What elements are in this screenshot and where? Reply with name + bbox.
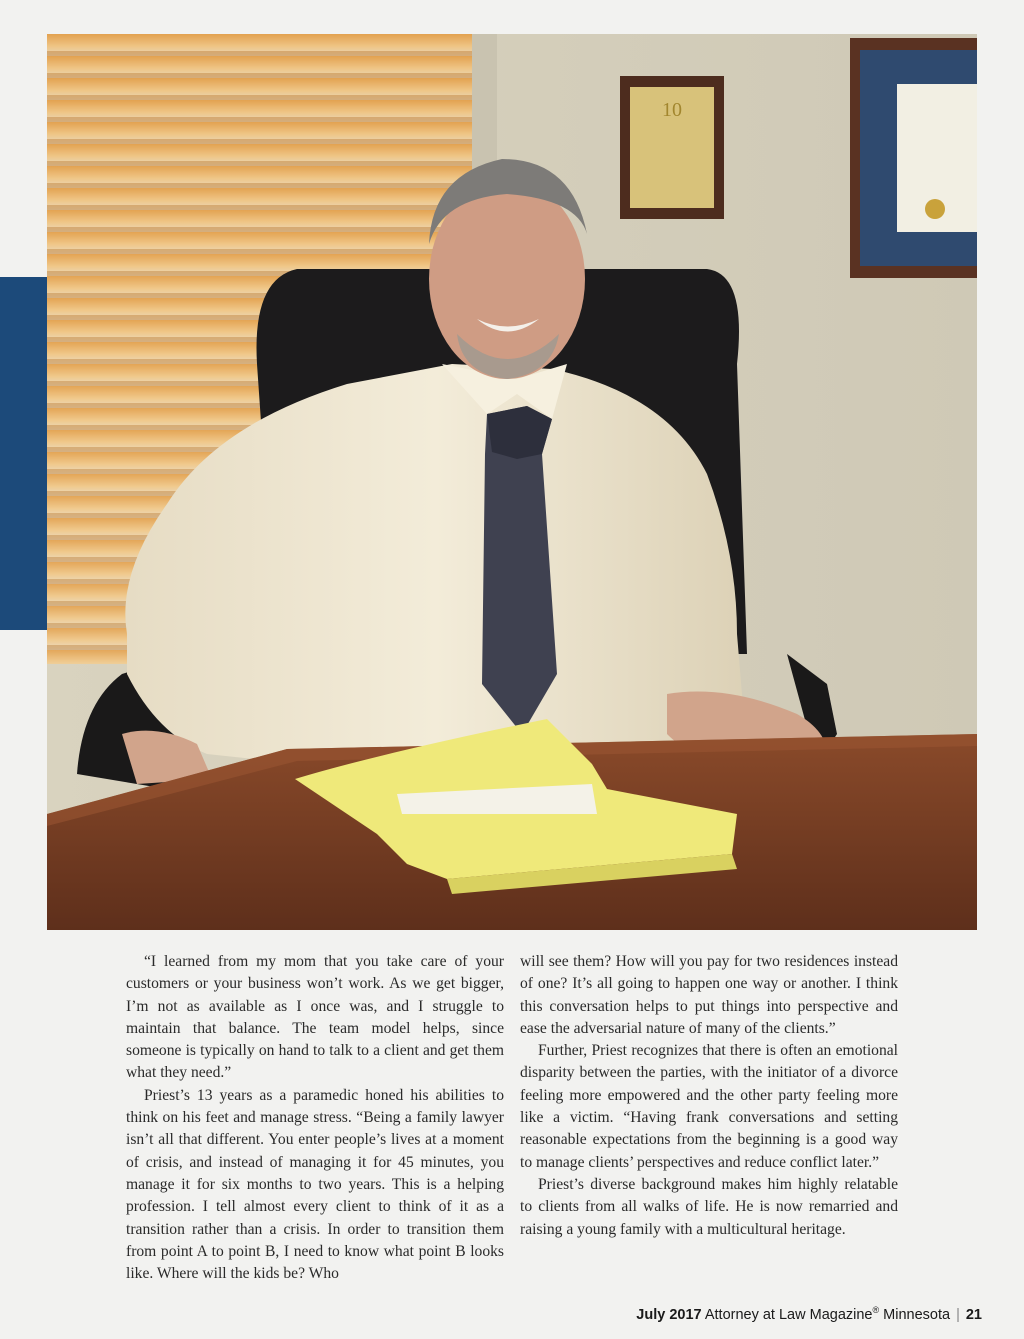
paragraph: Priest’s 13 years as a paramedic honed his abilities to think on his feet and manage stress. “Being a family lawyer isn’t all that different. You enter people’s lives at a moment of crisis, and instead of managing it for 45 minutes, you manage it for six months to two years. This is a helping profession. I tell almost every client to think of it as a transition rather than a crisis. In order to transition them from point A to point B, I need to know what point B looks like. Where will the kids be? Who [126,1086,504,1283]
article-column-left [126,951,504,1285]
portrait-photo [47,34,977,930]
footer-separator: | [956,1306,960,1323]
page-footer [636,1305,982,1323]
issue-date: July 2017 [636,1306,702,1323]
paragraph: “I learned from my mom that you take care of your customers or your business won’t work. As we get bigger, I’m not as available as I once was, and I struggle to maintain that balance. The team model helps, since someone is typically on hand to talk to a client and get them what they need.” [126,953,504,1082]
paragraph: Further, Priest recognizes that there is often an emotional disparity between the parties, with the initiator of a divorce feeling more empowered and the other party feeling more like a victim. “Having frank conversations and setting reasonable expectations from the beginning is a good way to manage clients’ perspectives and reduce conflict later.” [520,1042,898,1171]
magazine-name: Attorney at Law Magazine [704,1306,873,1323]
page-number: 21 [965,1306,982,1323]
svg-text:10: 10 [662,99,682,121]
article-column-right [520,951,898,1241]
blue-side-bar [0,277,47,630]
region-name: Minnesota [883,1306,951,1323]
paragraph: Priest’s diverse background makes him highly relatable to clients from all walks of life. He is now remarried and raising a young family with a multicultural heritage. [520,1175,898,1238]
paragraph: will see them? How will you pay for two residences instead of one? It’s all going to happen one way or another. I think this conversation helps to put things into perspective and ease the adversarial nature of many of the clients.” [520,953,898,1037]
registered-mark: ® [872,1305,880,1315]
